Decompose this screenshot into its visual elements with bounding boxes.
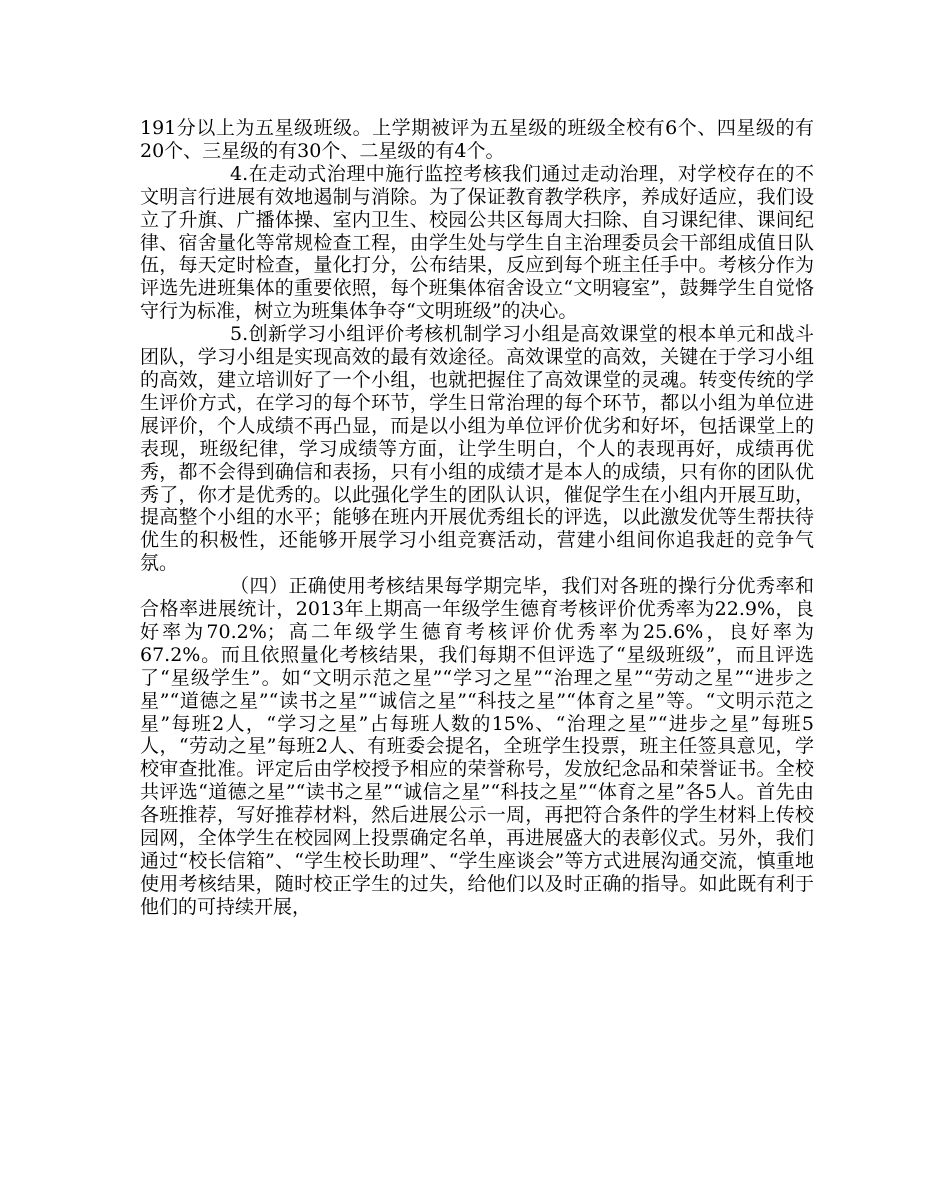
document-body <box>140 117 814 919</box>
paragraph-assessment-results: （四）正确使用考核结果每学期完毕，我们对各班的操行分优秀率和合格率进展统计，2013年上期高一年级学生德育考核评价优秀率为22.9%，良好率为70.2%；高二年级学生德育考核评价优秀率为25.6%，良好率为67.2%。而且依照量化考核结果，我们每期不但评选了“星级班级”，而且评选了“星级学生”。如“文明示范之星”“学习之星”“治理之星”“劳动之星”“进步之星”“道德之星”“读书之星”“诚信之星”“科技之星”“体育之星”等。“文明示范之星”每班2人，“学习之星”占每班人数的15%、“治理之星”“进步之星”每班5人，“劳动之星”每班2人、有班委会提名，全班学生投票，班主任签具意见，学校审查批准。评定后由学校授予相应的荣誉称号，发放纪念品和荣誉证书。全校共评选“道德之星”“读书之星”“诚信之星”“科技之星”“体育之星”各5人。首先由各班推荐，写好推荐材料，然后进展公示一周，再把符合条件的学生材料上传校园网，全体学生在校园网上投票确定名单，再进展盛大的表彰仪式。另外，我们通过“校长信箱”、“学生校长助理”、“学生座谈会”等方式进展沟通交流，慎重地使用考核结果，随时校正学生的过失，给他们以及时正确的指导。如此既有利于他们的可持续开展， <box>140 575 814 918</box>
paragraph-study-group-evaluation: 5.创新学习小组评价考核机制学习小组是高效课堂的根本单元和战斗团队，学习小组是实现高效的最有效途径。高效课堂的高效，关键在于学习小组的高效，建立培训好了一个小组，也就把握住了高效课堂的灵魂。转变传统的学生评价方式，在学习的每个环节，学生日常治理的每个环节，都以小组为单位进展评价，个人成绩不再凸显，而是以小组为单位评价优劣和好坏，包括课堂上的表现，班级纪律，学习成绩等方面，让学生明白，个人的表现再好，成绩再优秀，都不会得到确信和表扬，只有小组的成绩才是本人的成绩，只有你的团队优秀了，你才是优秀的。以此强化学生的团队认识，催促学生在小组内开展互助，提高整个小组的水平；能够在班内开展优秀组长的评选，以此激发优等生帮扶待优生的积极性，还能够开展学习小组竞赛活动，营建小组间你追我赶的竞争气氛。 <box>140 323 814 575</box>
paragraph-walking-management: 4.在走动式治理中施行监控考核我们通过走动治理，对学校存在的不文明言行进展有效地遏制与消除。为了保证教育教学秩序，养成好适应，我们设立了升旗、广播体操、室内卫生、校园公共区每周大扫除、自习课纪律、课间纪律、宿舍量化等常规检查工程，由学生处与学生自主治理委员会干部组成值日队伍，每天定时检查，量化打分，公布结果，反应到每个班主任手中。考核分作为评选先进班集体的重要依照，每个班集体宿舍设立“文明寝室”，鼓舞学生自觉恪守行为标准，树立为班集体争夺“文明班级”的决心。 <box>140 162 814 323</box>
paragraph-star-class-counts: 191分以上为五星级班级。上学期被评为五星级的班级全校有6个、四星级的有20个、三星级的有30个、二星级的有4个。 <box>140 117 814 162</box>
